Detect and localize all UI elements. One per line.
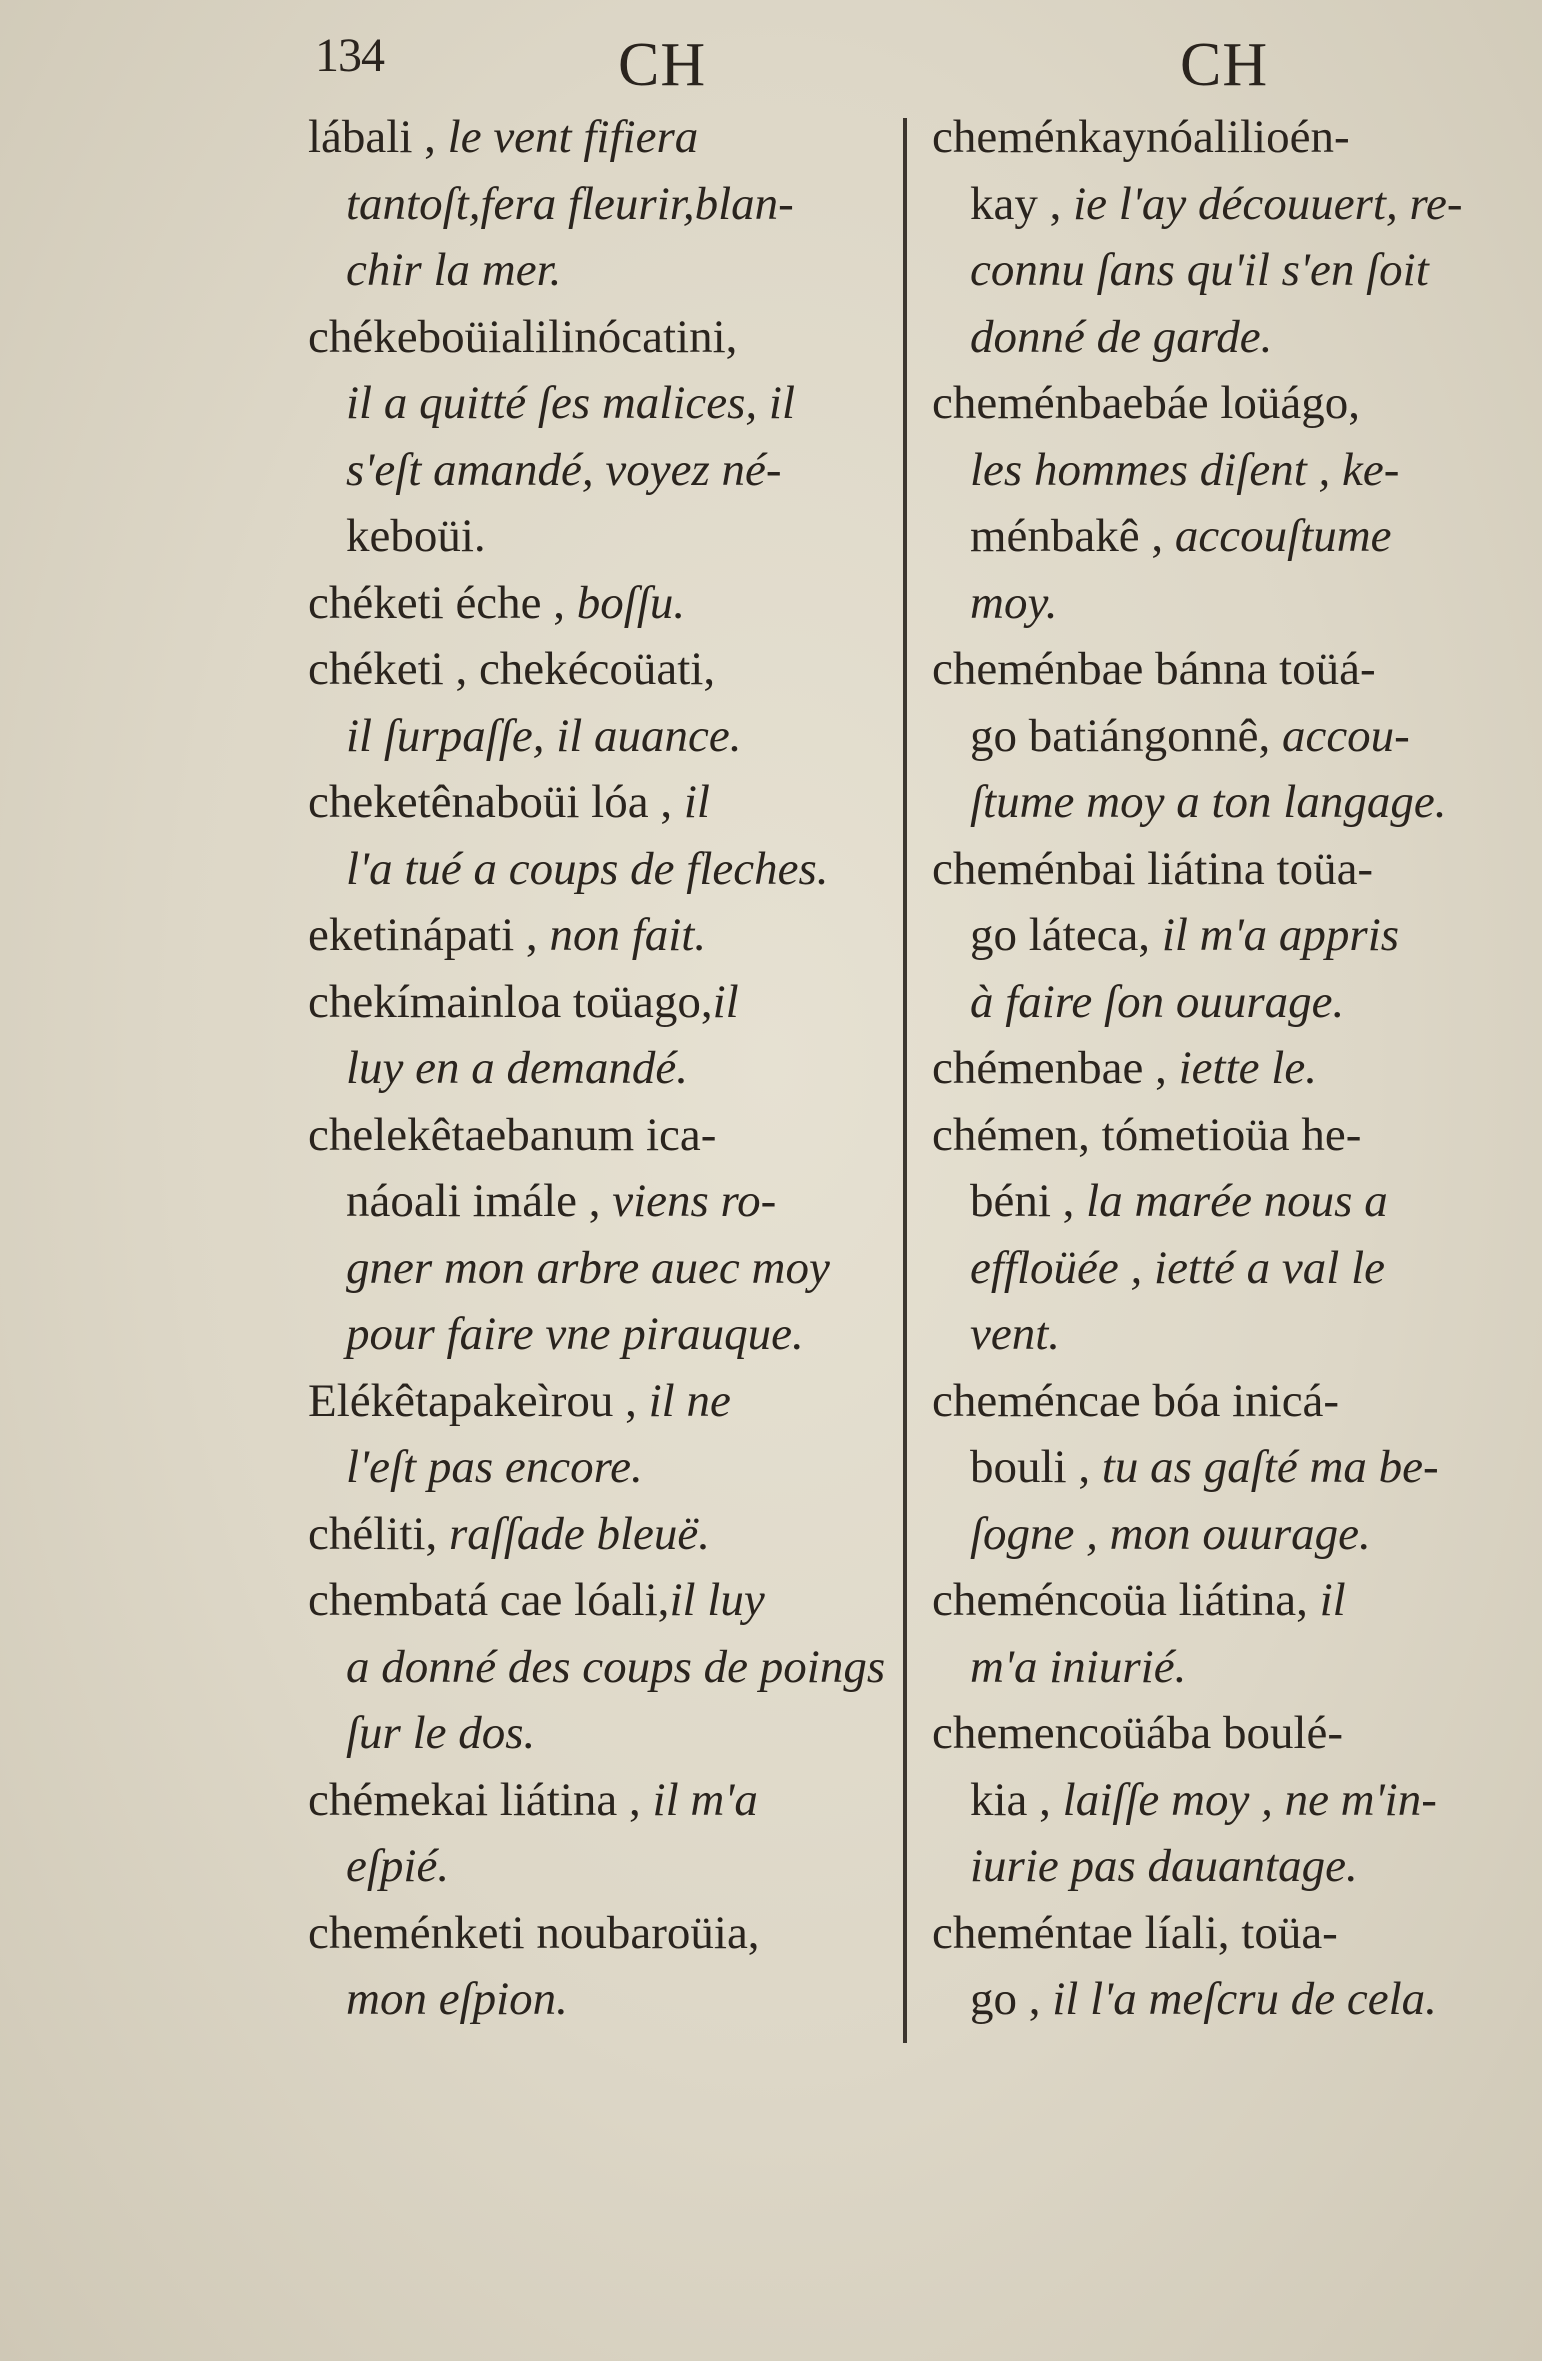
dictionary-entry: [308, 304, 890, 570]
entry-definition: il: [683, 776, 710, 828]
entry-line: [308, 836, 890, 903]
entry-line: [932, 1501, 1512, 1568]
dictionary-entry: [308, 636, 890, 769]
entry-line: [932, 1900, 1512, 1967]
dictionary-entry: [308, 769, 890, 902]
entry-definition: donné de garde.: [970, 310, 1273, 363]
entry-definition: les hommes diſent , ke-: [970, 443, 1400, 496]
entry-term: lábali ,: [308, 111, 448, 163]
dictionary-entry: [308, 1368, 890, 1501]
entry-term: chémekai liátina ,: [308, 1773, 653, 1826]
entry-line: [932, 1767, 1512, 1834]
entry-definition: eſpié.: [346, 1840, 450, 1892]
entry-term: béni ,: [970, 1175, 1087, 1227]
entry-term: cheméncae bóa inicá-: [932, 1374, 1340, 1427]
entry-definition: laiſſe moy , ne m'in-: [1062, 1773, 1437, 1826]
entry-line: [308, 1966, 890, 2033]
entry-line: [308, 969, 890, 1036]
entry-term: chéketi , chekécoüati,: [308, 643, 716, 695]
entry-definition: effloüée , ietté a val le: [970, 1241, 1385, 1294]
entry-line: [932, 570, 1512, 637]
entry-term: eketinápati ,: [308, 909, 550, 961]
entry-line: [308, 1567, 890, 1634]
column-divider: [903, 118, 907, 2043]
running-head-right: CH: [1180, 31, 1269, 99]
entry-line: [308, 1634, 890, 1701]
entry-term: cheméncoüa liátina,: [932, 1574, 1320, 1626]
entry-definition: il l'a meſcru de cela.: [1052, 1973, 1437, 2025]
entry-line: [932, 1966, 1512, 2033]
entry-term: go ,: [970, 1973, 1053, 2025]
entry-line: [932, 370, 1512, 437]
entry-definition: ſogne , mon ouurage.: [970, 1507, 1371, 1560]
entry-definition: ſtume moy a ton langage.: [970, 776, 1447, 828]
entry-term: chekímainloa toüago,: [308, 975, 713, 1028]
entry-line: [308, 1700, 890, 1767]
dictionary-entry: [932, 370, 1512, 636]
dictionary-entry: [932, 1035, 1512, 1102]
entry-line: [308, 503, 890, 570]
dictionary-entry: [932, 104, 1512, 370]
entry-line: [932, 304, 1512, 371]
entry-definition: pour faire vne pirauque.: [346, 1308, 804, 1360]
dictionary-entry: [932, 1102, 1512, 1368]
entry-definition: il luy: [669, 1574, 765, 1626]
entry-definition: tu as gaſté ma be-: [1101, 1441, 1439, 1493]
entry-definition: non fait.: [549, 909, 707, 961]
entry-line: [932, 1434, 1512, 1501]
entry-definition: m'a iniurié.: [970, 1640, 1187, 1693]
entry-definition: ſur le dos.: [346, 1707, 536, 1759]
entry-definition: la marée nous a: [1086, 1175, 1388, 1227]
dictionary-entry: [308, 1767, 890, 1900]
dictionary-entry: [932, 636, 1512, 836]
entry-line: [308, 1168, 890, 1235]
entry-term: kia ,: [970, 1773, 1063, 1826]
entry-definition: boſſu.: [576, 576, 686, 629]
entry-line: [932, 769, 1512, 836]
entry-definition: gner mon arbre auec moy: [346, 1241, 830, 1294]
dictionary-entry: [308, 1501, 890, 1568]
dictionary-entry: [932, 1700, 1512, 1900]
entry-line: [308, 703, 890, 770]
entry-definition: connu ſans qu'il s'en ſoit: [970, 244, 1429, 296]
dictionary-entry: [308, 969, 890, 1102]
dictionary-entry: [932, 836, 1512, 1036]
right-column: [932, 104, 1512, 2033]
entry-term: bouli ,: [970, 1441, 1102, 1493]
dictionary-entry: [308, 104, 890, 304]
entry-line: [932, 1235, 1512, 1302]
entry-term: cheménbaebáe loüágo,: [932, 377, 1361, 429]
entry-term: cheketênaboüi lóa ,: [308, 776, 684, 828]
entry-term: kay ,: [970, 177, 1074, 230]
entry-definition: raſſade bleuë.: [448, 1507, 711, 1560]
entry-term: go láteca,: [970, 909, 1162, 961]
entry-definition: il m'a: [652, 1773, 758, 1826]
entry-term: cheménbae bánna toüá-: [932, 643, 1376, 695]
entry-line: [932, 1634, 1512, 1701]
entry-term: chéketi éche ,: [308, 576, 577, 629]
entry-line: [932, 1301, 1512, 1368]
entry-line: [932, 171, 1512, 238]
page-number: 134: [315, 29, 384, 82]
entry-term: náoali imále ,: [346, 1175, 613, 1227]
entry-line: [932, 503, 1512, 570]
entry-line: [308, 171, 890, 238]
entry-term: chémenbae ,: [932, 1042, 1179, 1094]
entry-line: [308, 437, 890, 504]
entry-line: [308, 304, 890, 371]
entry-line: [308, 570, 890, 637]
running-head-left: CH: [618, 31, 707, 99]
entry-definition: ie l'ay découuert, re-: [1073, 177, 1463, 230]
entry-line: [308, 769, 890, 836]
entry-definition: mon eſpion.: [346, 1973, 568, 2025]
entry-definition: le vent fifiera: [447, 111, 699, 163]
dictionary-entry: [308, 570, 890, 637]
entry-definition: il m'a appris: [1161, 909, 1400, 961]
entry-line: [308, 104, 890, 171]
dictionary-entry: [308, 1102, 890, 1368]
entry-definition: luy en a demandé.: [346, 1042, 688, 1094]
entry-line: [308, 1301, 890, 1368]
entry-definition: iurie pas dauantage.: [970, 1840, 1358, 1892]
entry-line: [308, 1900, 890, 1967]
dictionary-entry: [932, 1368, 1512, 1568]
entry-term: cheménkaynóalilioén-: [932, 111, 1350, 163]
entry-line: [932, 1102, 1512, 1169]
entry-line: [932, 1168, 1512, 1235]
entry-line: [932, 1700, 1512, 1767]
entry-term: chémen, tómetioüa he-: [932, 1108, 1362, 1161]
entry-definition: il: [1319, 1574, 1346, 1626]
entry-term: chembatá cae lóali,: [308, 1574, 670, 1626]
entry-term: cheménketi noubaroüia,: [308, 1906, 760, 1959]
entry-line: [308, 902, 890, 969]
entry-term: keboüi.: [346, 510, 486, 562]
entry-line: [932, 437, 1512, 504]
entry-line: [932, 1833, 1512, 1900]
left-column: [308, 104, 890, 2033]
entry-term: chelekêtaebanum ica-: [308, 1108, 717, 1161]
entry-line: [932, 836, 1512, 903]
dictionary-entry: [308, 1900, 890, 2033]
entry-definition: l'a tué a coups de fleches.: [346, 842, 829, 895]
entry-definition: chir la mer.: [346, 244, 562, 296]
entry-definition: à faire ſon ouurage.: [970, 975, 1345, 1028]
dictionary-entry: [308, 902, 890, 969]
entry-line: [308, 636, 890, 703]
entry-line: [308, 1833, 890, 1900]
entry-line: [932, 1368, 1512, 1435]
entry-line: [308, 1368, 890, 1435]
entry-definition: vent.: [970, 1308, 1061, 1360]
entry-line: [308, 1501, 890, 1568]
entry-line: [308, 1235, 890, 1302]
entry-definition: il ſurpaſſe, il auance.: [346, 709, 742, 762]
entry-definition: il ne: [648, 1374, 731, 1427]
entry-term: cheméntae líali, toüa-: [932, 1906, 1338, 1959]
dictionary-entry: [308, 1567, 890, 1767]
entry-line: [308, 1102, 890, 1169]
entry-line: [932, 1035, 1512, 1102]
entry-line: [932, 703, 1512, 770]
entry-term: chéliti,: [308, 1507, 449, 1560]
entry-term: cheménbai liátina toüa-: [932, 842, 1374, 895]
entry-definition: a donné des coups de poings: [346, 1640, 886, 1693]
entry-definition: l'eſt pas encore.: [346, 1441, 643, 1493]
dictionary-entry: [932, 1900, 1512, 2033]
entry-line: [932, 104, 1512, 171]
entry-term: ménbakê ,: [970, 510, 1175, 562]
entry-definition: s'eſt amandé, voyez né-: [346, 443, 782, 496]
entry-term: Elékêtapakeìrou ,: [308, 1374, 649, 1427]
entry-definition: moy.: [970, 576, 1058, 629]
entry-term: chékeboüialilinócatini,: [308, 310, 738, 363]
dictionary-entry: [932, 1567, 1512, 1700]
entry-line: [308, 1767, 890, 1834]
entry-line: [932, 969, 1512, 1036]
entry-definition: viens ro-: [612, 1175, 777, 1227]
entry-line: [932, 902, 1512, 969]
entry-line: [308, 237, 890, 304]
entry-line: [308, 1434, 890, 1501]
entry-definition: tantoſt,fera fleurir,blan-: [346, 177, 794, 230]
entry-term: go batiángonnê,: [970, 709, 1282, 762]
entry-term: chemencoüába boulé-: [932, 1707, 1344, 1759]
entry-definition: iette le.: [1178, 1042, 1317, 1094]
entry-line: [932, 636, 1512, 703]
entry-definition: il: [712, 975, 739, 1028]
entry-definition: accou-: [1281, 709, 1410, 762]
entry-line: [932, 1567, 1512, 1634]
entry-definition: il a quitté ſes malices, il: [346, 377, 796, 429]
entry-line: [932, 237, 1512, 304]
entry-definition: accouſtume: [1174, 510, 1392, 562]
entry-line: [308, 1035, 890, 1102]
entry-line: [308, 370, 890, 437]
